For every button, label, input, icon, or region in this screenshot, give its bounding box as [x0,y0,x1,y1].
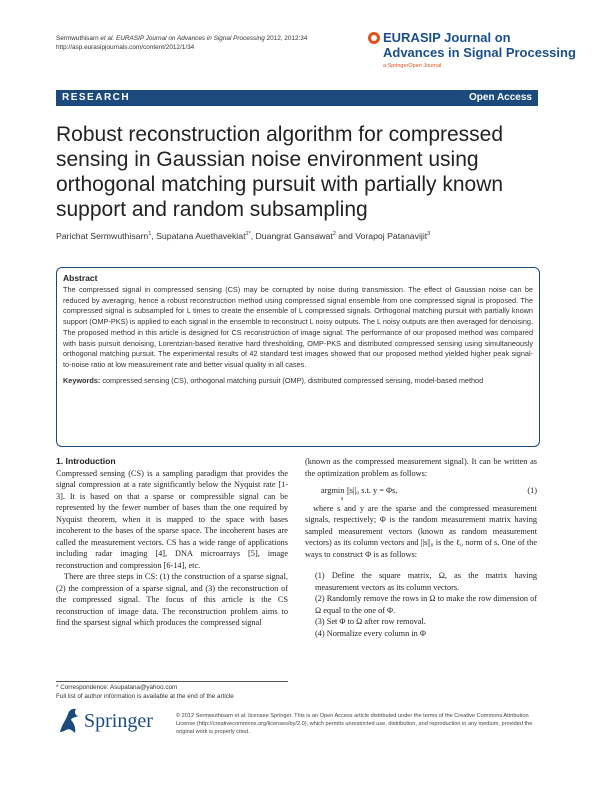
equation-text: argmin ||s||₀ s.t. y = Φs, [321,486,398,495]
author: Parichat Sermwuthisarn$^1$ [56,231,152,241]
citation [56,34,307,52]
article-type-banner [56,90,538,106]
keywords-label: Keywords: [63,375,101,385]
paragraph: where s and y are the sparse and the compressed measurement signals, respectively; Φ is the random measurement matrix having sampled measurement vectors (known as random measurement vectors) as its column vectors and ||s||₀ is the ℓ₀ norm of s. One of the ways to construct Φ is as follows: [305,503,537,559]
open-access-label: Open Access [469,92,532,103]
equation [321,485,537,502]
steps-list [305,570,537,639]
correspondence: * Correspondence: Asupatana@yahoo.com [56,684,178,691]
list-item: (4) Normalize every column in Φ [315,628,426,638]
springer-horse-icon [56,706,82,736]
keywords-text: compressed sensing (CS), orthogonal matching pursuit (OMP), distributed compressed sensing, model-based method [100,375,484,385]
citation-year: 2012, 2012:34 [264,35,308,42]
footnote [56,684,234,701]
abstract-box [56,267,540,447]
author-info-note: Full list of author information is available at the end of the article [56,692,234,700]
citation-url[interactable]: http://asp.eurasipjournals.com/content/2012/1/34 [56,44,195,51]
equation-number: (1) [527,486,537,495]
abstract-heading: Abstract [63,273,98,283]
research-label: RESEARCH [62,92,131,103]
author: Supatana Auethavekiat$^{1*}$ [156,231,251,241]
abstract-text: The compressed signal in compressed sensing (CS) may be corrupted by noise during transmission. The effect of Gaussian noise can be reduced by averaging, hence a robust reconstruction method using compressed signal ensemble from one compressed signal is proposed. The compressed signal is subsampled for L times to create the ensemble of L compressed signals. Orthogonal matching pursuit with partially known support (OMP-PKS) is applied to each signal in the ensemble to reconstruct L noisy outputs. The L noisy outputs are then averaged for denoising. The proposed method in this article is designed for CS reconstruction of image signal. The performance of our proposed method was compared with basis pursuit denoising, Lorentzian-based iterative hard thresholding, OMP-PKS and distributed compressed sensing using simultaneously orthogonal matching pursuit. The experimental results of 42 standard test images showed that our proposed method yielded higher peak signal-to-noise ratio at low measurement rate and better visual quality in all cases. [63,285,533,369]
springer-logo [56,706,166,736]
paragraph: (known as the compressed measurement signal). It can be written as the optimization problem as follows: [305,457,537,478]
list-item: (1) Define the square matrix, Ω, as the matrix having measurement vectors as its column vectors. [315,571,537,592]
license-text: © 2012 Sermwuthisarn et al; licensee Springer. This is an Open Access article distributed under the terms of the Creative Commons Attribution License (http://creativecommons.org/licenses/by/2.0), which permits unrestricted use, distribution, and reproduction in any medium, provided the original work is properly cited. [176,713,533,736]
keywords [63,376,533,387]
author-list: Parichat Sermwuthisarn$^1$, Supatana Auethavekiat$^{1*}$, Duangrat Gansawat$^2$ and Vorapoj Patanavijit$^3$ [56,231,431,241]
journal-tagline: a SpringerOpen Journal [383,63,442,69]
author: Duangrat Gansawat$^2$ [255,231,336,241]
body-column-left [56,456,288,629]
paragraph: There are three steps in CS: (1) the construction of a sparse signal, (2) the compression of a sparse signal, and (3) the reconstruction of the compressed signal. The focus of this article is the CS reconstruction of image data. The reconstruction problem aims to find the sparsest signal which produces the compressed signal [56,572,288,627]
author: Vorapoj Patanavijit$^3$ [355,231,431,241]
footnote-divider [56,681,288,682]
list-item: (2) Randomly remove the rows in Ω to make the row dimension of Ω equal to the one of Φ. [315,594,537,615]
citation-author: Sermwuthisarn [56,35,99,42]
paragraph: Compressed sensing (CS) is a sampling paradigm that provides the signal compression at a rate significantly below the Nyquist rate [1-3]. It is based on that a sparse or compressible signal can be represented by the fewer number of bases than the one required by Nyquist theorem, when it is mapped to the space with bases incoherent to the bases of the sparse space. The incoherent bases are called the measurement vectors. CS has a wide range of applications including radar imaging [4], DNA microarrays [5], image reconstruction and compression [6-14], etc. [56,468,288,570]
citation-line-1 [56,34,307,43]
list-item: (3) Set Φ to Ω after row removal. [315,617,426,626]
springeropen-icon [368,32,380,44]
equation-subscript: s [341,496,344,502]
body-column-right [305,456,537,639]
article-title: Robust reconstruction algorithm for compressed sensing in Gaussian noise environment using orthogonal matching pursuit with partially known support and random subsampling [56,123,504,221]
journal-name-line-2: Advances in Signal Processing [383,45,576,60]
springer-wordmark: Springer [84,710,153,732]
section-heading: 1. Introduction [56,456,116,466]
journal-name-line-1: EURASIP Journal on [383,30,511,45]
citation-journal: et al. EURASIP Journal on Advances in Signal Processing [98,35,265,42]
